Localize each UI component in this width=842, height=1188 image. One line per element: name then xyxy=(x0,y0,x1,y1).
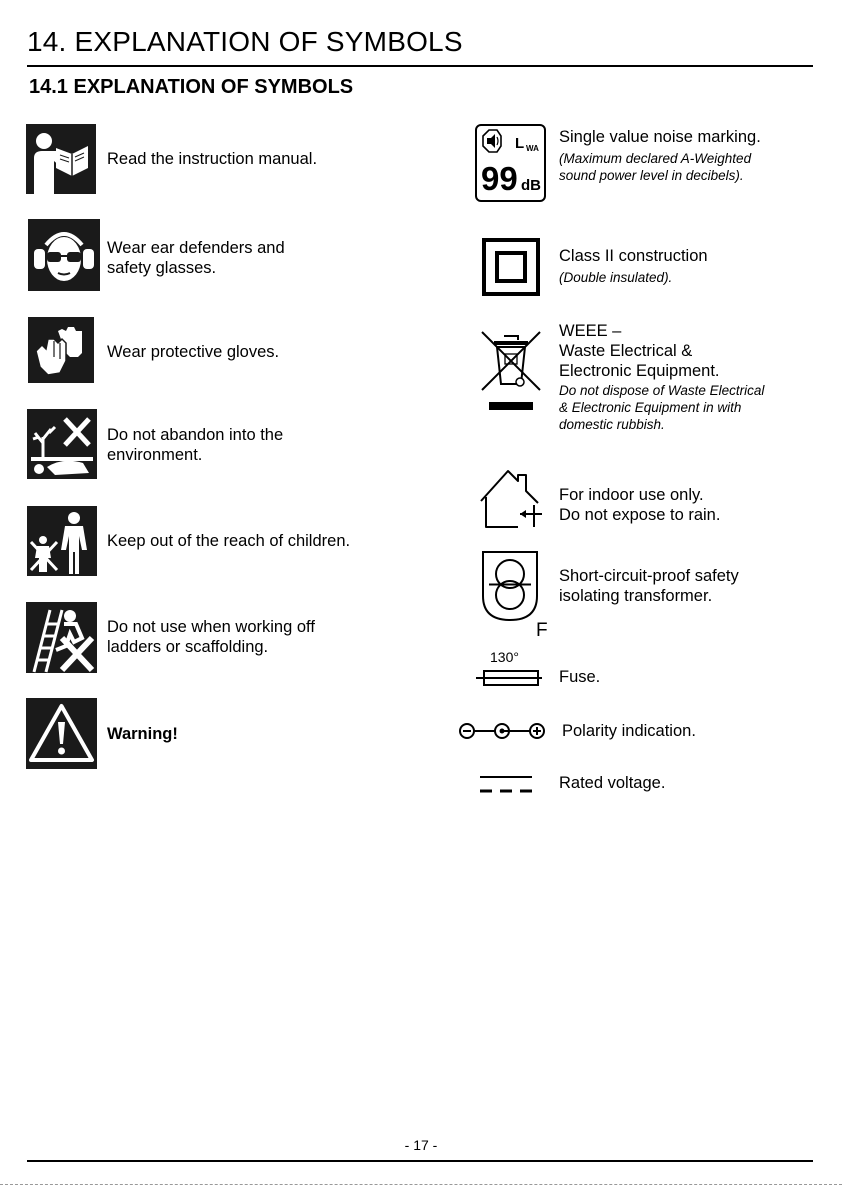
gloves-text: Wear protective gloves. xyxy=(107,343,280,361)
fuse-icon-label: 130° xyxy=(490,649,519,665)
indoor-text xyxy=(559,485,720,525)
dc-voltage-icon xyxy=(478,774,534,796)
page-number: - 17 - xyxy=(404,1137,438,1153)
read-manual-text: Read the instruction manual. xyxy=(107,150,318,168)
indoor-line-1: For indoor use only. xyxy=(559,486,704,504)
indoor-line-2: Do not expose to rain. xyxy=(559,506,721,524)
fuse-text: Fuse. xyxy=(559,668,601,686)
class-ii-title: Class II construction xyxy=(559,247,708,265)
ladder-text xyxy=(107,617,315,657)
ladder-icon xyxy=(26,602,97,673)
noise-icon-value: 99 xyxy=(481,160,518,197)
weee-bin-icon xyxy=(480,330,542,412)
indoor-house-icon xyxy=(478,467,548,531)
environment-line-1: Do not abandon into the xyxy=(107,426,284,444)
ladder-line-2: ladders or scaffolding. xyxy=(107,638,269,656)
environment-line-2: environment. xyxy=(107,446,203,464)
weee-line-1: WEEE – xyxy=(559,322,622,340)
children-icon xyxy=(27,506,97,576)
section-title: 14.1 EXPLANATION OF SYMBOLS xyxy=(29,76,354,98)
class-ii-note: (Double insulated). xyxy=(559,270,673,285)
weee-line-2: Waste Electrical & xyxy=(559,342,693,360)
class-ii-text xyxy=(559,246,708,286)
footer-divider xyxy=(27,1160,813,1162)
transformer-line-2: isolating transformer. xyxy=(559,587,713,605)
transformer-icon-letter: F xyxy=(536,620,548,640)
weee-note-1: Do not dispose of Waste Electrical xyxy=(559,383,765,398)
fuse-icon xyxy=(474,647,544,691)
environment-text xyxy=(107,425,283,465)
polarity-icon xyxy=(456,720,550,742)
noise-icon-sub: WA xyxy=(526,144,539,153)
weee-text xyxy=(559,321,764,433)
polarity-text: Polarity indication. xyxy=(562,722,696,740)
noise-icon-label: L xyxy=(515,135,525,152)
gloves-icon xyxy=(28,317,94,383)
noise-text xyxy=(559,127,761,184)
ear-eye-protection-icon xyxy=(28,219,100,291)
ear-eye-protection-text xyxy=(107,238,285,278)
warning-icon xyxy=(26,698,97,769)
title-divider xyxy=(27,65,813,67)
transformer-line-1: Short-circuit-proof safety xyxy=(559,567,739,585)
ladder-line-1: Do not use when working off xyxy=(107,618,315,636)
weee-note-2: & Electronic Equipment in with xyxy=(559,400,742,415)
read-manual-icon xyxy=(26,124,96,194)
children-text: Keep out of the reach of children. xyxy=(107,532,351,550)
noise-marking-icon xyxy=(475,124,546,202)
noise-title: Single value noise marking. xyxy=(559,128,761,146)
warning-text: Warning! xyxy=(107,725,178,743)
class-ii-icon xyxy=(482,238,540,296)
ear-eye-line-2: safety glasses. xyxy=(107,259,217,277)
noise-note-1: (Maximum declared A-Weighted xyxy=(559,151,752,166)
noise-icon-unit: dB xyxy=(521,177,541,194)
environment-icon xyxy=(27,409,97,479)
safety-transformer-icon xyxy=(479,550,551,640)
transformer-text xyxy=(559,566,739,606)
voltage-text: Rated voltage. xyxy=(559,774,666,792)
page-edge-dash xyxy=(0,1184,842,1185)
weee-note-3: domestic rubbish. xyxy=(559,417,665,432)
page-title: 14. EXPLANATION OF SYMBOLS xyxy=(27,26,463,57)
ear-eye-line-1: Wear ear defenders and xyxy=(107,239,285,257)
noise-note-2: sound power level in decibels). xyxy=(559,168,744,183)
weee-line-3: Electronic Equipment. xyxy=(559,362,720,380)
